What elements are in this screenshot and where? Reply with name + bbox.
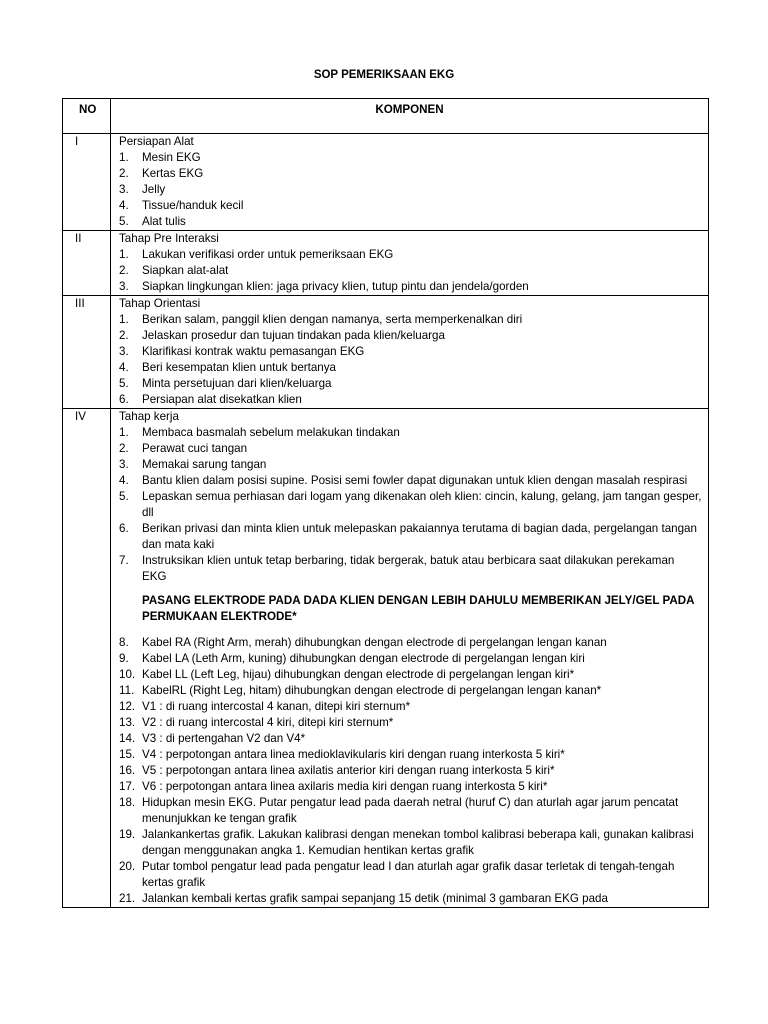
item-text: V6 : perpotongan antara linea axilaris media kiri dengan ruang interkosta 5 kiri*: [142, 780, 548, 793]
item-text: Kertas EKG: [142, 167, 204, 180]
item-text: Kabel LL (Left Leg, hijau) dihubungkan dengan electrode di pergelangan lengan kiri*: [142, 668, 575, 681]
item-number: 19.: [119, 828, 136, 841]
item-number: 1.: [119, 151, 129, 164]
list-item: [119, 392, 702, 408]
item-number: 18.: [119, 796, 136, 809]
item-text: Jelly: [142, 183, 166, 196]
item-number: 15.: [119, 748, 136, 761]
item-text: V1 : di ruang intercostal 4 kanan, ditepi kiri sternum*: [142, 700, 411, 713]
item-text: Jalankan kembali kertas grafik sampai sepanjang 15 detik (minimal 3 gambaran EKG pada: [142, 892, 608, 905]
item-number: 20.: [119, 860, 136, 873]
item-text: V5 : perpotongan antara linea axilatis anterior kiri dengan ruang interkosta 5 kiri*: [142, 764, 555, 777]
section-heading: Tahap Pre Interaksi: [119, 232, 219, 245]
list-item: [119, 489, 702, 521]
item-text: Lepaskan semua perhiasan dari logam yang dikenakan oleh klien: cincin, kalung, gelang, jam tangan gesper, dll: [142, 490, 702, 519]
table-row: [63, 296, 709, 409]
item-text: Mesin EKG: [142, 151, 201, 164]
header-no: NO: [63, 99, 111, 134]
item-number: 3.: [119, 458, 129, 471]
list-item: [119, 715, 702, 731]
item-number: 12.: [119, 700, 136, 713]
list-item: [119, 214, 702, 230]
item-list: [119, 635, 702, 907]
list-item: [119, 441, 702, 457]
list-item: [119, 667, 702, 683]
item-number: 14.: [119, 732, 136, 745]
list-item: [119, 699, 702, 715]
list-item: [119, 457, 702, 473]
section-body: [111, 409, 709, 908]
item-number: 1.: [119, 248, 129, 261]
item-text: Siapkan lingkungan klien: jaga privacy klien, tutup pintu dan jendela/gorden: [142, 280, 529, 293]
item-text: Berikan privasi dan minta klien untuk melepaskan pakaiannya terutama di bagian dada, pergelangan tangan dan mata kaki: [142, 522, 697, 551]
item-text: V3 : di pertengahan V2 dan V4*: [142, 732, 306, 745]
item-number: 17.: [119, 780, 136, 793]
item-list: [119, 247, 702, 295]
item-text: Jalankankertas grafik. Lakukan kalibrasi dengan menekan tombol kalibrasi beberapa kali, gunakan kalibrasi dengan menggunakan angka 1. Kemudian hentikan kertas grafik: [142, 828, 694, 857]
section-number: I: [63, 134, 111, 231]
item-text: Memakai sarung tangan: [142, 458, 267, 471]
item-text: Instruksikan klien untuk tetap berbaring, tidak bergerak, batuk atau berbicara saat dilakukan perekaman EKG: [142, 554, 675, 583]
item-number: 1.: [119, 426, 129, 439]
list-item: [119, 521, 702, 553]
item-text: V4 : perpotongan antara linea medioklavikularis kiri dengan ruang interkosta 5 kiri*: [142, 748, 565, 761]
item-text: Bantu klien dalam posisi supine. Posisi semi fowler dapat digunakan untuk klien dengan masalah respirasi: [142, 474, 688, 487]
item-number: 2.: [119, 329, 129, 342]
item-number: 10.: [119, 668, 136, 681]
item-number: 3.: [119, 345, 129, 358]
section-heading: Tahap Orientasi: [119, 297, 201, 310]
item-text: Klarifikasi kontrak waktu pemasangan EKG: [142, 345, 365, 358]
table-header-row: [63, 99, 709, 134]
item-number: 4.: [119, 474, 129, 487]
item-number: 9.: [119, 652, 129, 665]
electrode-instruction: PASANG ELEKTRODE PADA DADA KLIEN DENGAN LEBIH DAHULU MEMBERIKAN JELY/GEL PADA PERMUKAAN ELEKTRODE*: [142, 594, 695, 623]
list-item: [119, 150, 702, 166]
item-text: Perawat cuci tangan: [142, 442, 248, 455]
item-list: [119, 150, 702, 230]
item-number: 16.: [119, 764, 136, 777]
section-body: [111, 231, 709, 296]
header-komponen: KOMPONEN: [111, 99, 709, 134]
item-list: [119, 425, 702, 585]
item-text: Putar tombol pengatur lead pada pengatur lead I dan aturlah agar grafik dasar terletak di tengah-tengah kertas grafik: [142, 860, 675, 889]
item-number: 6.: [119, 522, 129, 535]
item-text: Membaca basmalah sebelum melakukan tindakan: [142, 426, 400, 439]
list-item: [119, 360, 702, 376]
item-list: [119, 312, 702, 408]
item-number: 3.: [119, 280, 129, 293]
item-text: Alat tulis: [142, 215, 186, 228]
section-body: [111, 134, 709, 231]
list-item: [119, 312, 702, 328]
section-number: IV: [63, 409, 111, 908]
list-item: [119, 891, 702, 907]
item-text: KabelRL (Right Leg, hitam) dihubungkan dengan electrode di pergelangan lengan kanan*: [142, 684, 602, 697]
item-text: Berikan salam, panggil klien dengan namanya, serta memperkenalkan diri: [142, 313, 523, 326]
list-item: [119, 279, 702, 295]
item-text: Siapkan alat-alat: [142, 264, 229, 277]
section-heading: Persiapan Alat: [119, 135, 194, 148]
page-title: SOP PEMERIKSAAN EKG: [313, 69, 455, 81]
item-text: Minta persetujuan dari klien/keluarga: [142, 377, 332, 390]
item-text: Kabel RA (Right Arm, merah) dihubungkan dengan electrode di pergelangan lengan kanan: [142, 636, 607, 649]
list-item: [119, 198, 702, 214]
item-text: Hidupkan mesin EKG. Putar pengatur lead pada daerah netral (huruf C) dan aturlah agar jarum pencatat menunjukkan ke tengan grafik: [142, 796, 679, 825]
item-number: 5.: [119, 377, 129, 390]
list-item: [119, 795, 702, 827]
list-item: [119, 731, 702, 747]
item-text: Tissue/handuk kecil: [142, 199, 244, 212]
list-item: [119, 473, 702, 489]
list-item: [119, 328, 702, 344]
list-item: [119, 779, 702, 795]
list-item: [119, 247, 702, 263]
list-item: [119, 344, 702, 360]
list-item: [119, 747, 702, 763]
sop-table: [62, 98, 709, 908]
section-number: II: [63, 231, 111, 296]
item-number: 11.: [119, 684, 135, 697]
section-body: [111, 296, 709, 409]
list-item: [119, 376, 702, 392]
item-number: 7.: [119, 554, 129, 567]
item-text: Jelaskan prosedur dan tujuan tindakan pada klien/keluarga: [142, 329, 445, 342]
item-number: 5.: [119, 490, 129, 503]
list-item: [119, 827, 702, 859]
item-number: 8.: [119, 636, 129, 649]
table-row: [63, 231, 709, 296]
item-number: 21.: [119, 892, 136, 905]
list-item: [119, 166, 702, 182]
item-number: 2.: [119, 167, 129, 180]
list-item: [119, 651, 702, 667]
item-text: Beri kesempatan klien untuk bertanya: [142, 361, 336, 374]
item-number: 1.: [119, 313, 129, 326]
section-number: III: [63, 296, 111, 409]
item-text: Lakukan verifikasi order untuk pemeriksaan EKG: [142, 248, 394, 261]
list-item: [119, 635, 702, 651]
list-item: [119, 763, 702, 779]
list-item: [119, 263, 702, 279]
item-number: 6.: [119, 393, 129, 406]
item-number: 4.: [119, 199, 129, 212]
item-number: 2.: [119, 264, 129, 277]
table-row: [63, 134, 709, 231]
item-number: 5.: [119, 215, 129, 228]
list-item: [119, 182, 702, 198]
list-item: [119, 859, 702, 891]
item-number: 4.: [119, 361, 129, 374]
section-heading: Tahap kerja: [119, 410, 179, 423]
item-number: 13.: [119, 716, 136, 729]
item-number: 3.: [119, 183, 129, 196]
list-item: [119, 425, 702, 441]
item-text: Persiapan alat disekatkan klien: [142, 393, 302, 406]
list-item: [119, 683, 702, 699]
item-number: 2.: [119, 442, 129, 455]
list-item: [119, 553, 702, 585]
item-text: V2 : di ruang intercostal 4 kiri, ditepi kiri sternum*: [142, 716, 394, 729]
table-row: [63, 409, 709, 908]
item-text: Kabel LA (Leth Arm, kuning) dihubungkan dengan electrode di pergelangan lengan kiri: [142, 652, 585, 665]
